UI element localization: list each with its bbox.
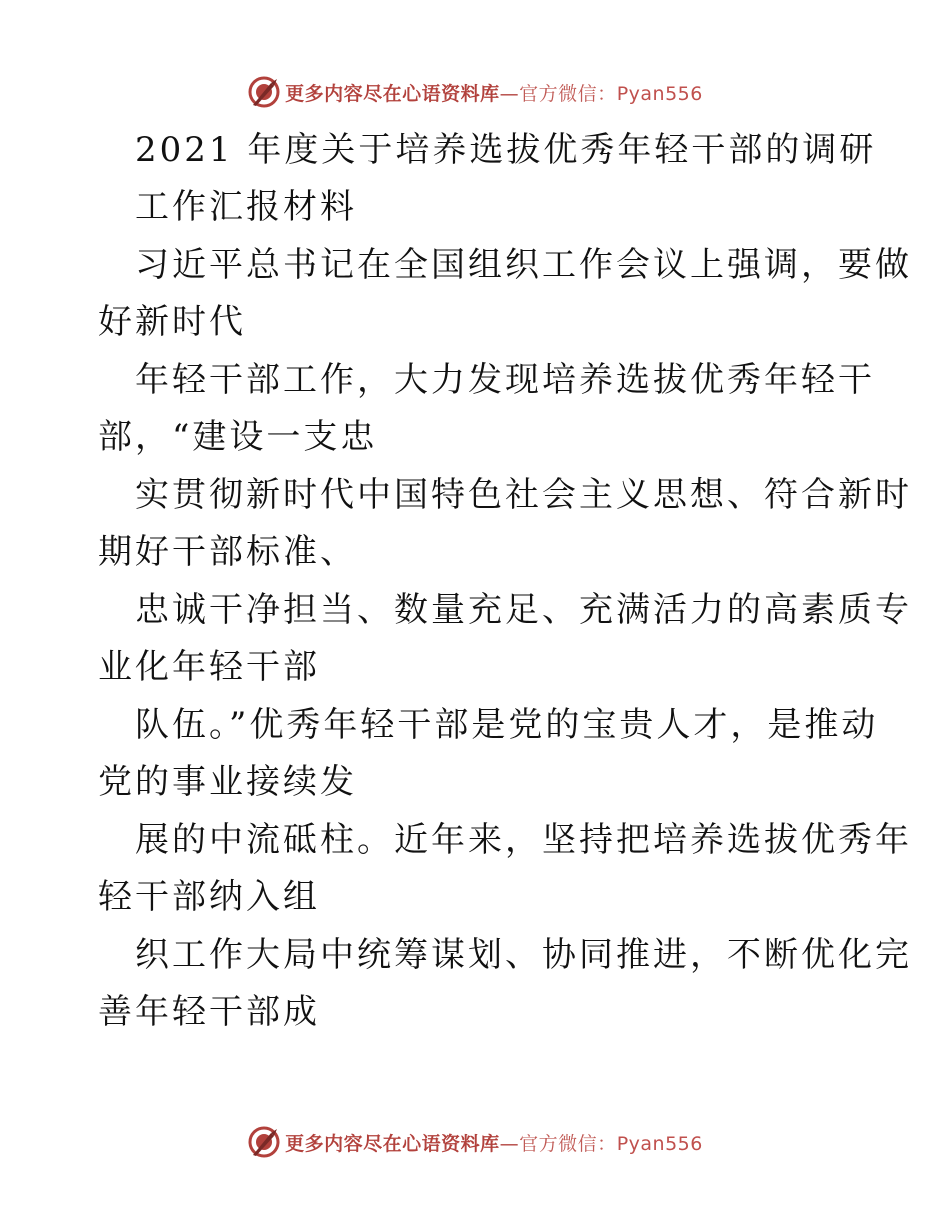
body-line: 部，“建设一支忠 — [98, 417, 378, 457]
quill-seal-icon — [247, 1125, 281, 1159]
header-watermark — [0, 72, 950, 112]
watermark-text — [285, 79, 703, 106]
body-line: 习近平总书记在全国组织工作会议上强调，要做 — [135, 245, 912, 285]
watermark-wechat-id: Pyan556 — [616, 82, 703, 105]
document-title-line-1: 2021 年度关于培养选拔优秀年轻干部的调研 — [135, 130, 877, 170]
watermark-brand: 更多内容尽在心语资料库 — [285, 82, 500, 105]
watermark-wechat-label: 官方微信： — [519, 1132, 617, 1155]
watermark-brand: 更多内容尽在心语资料库 — [285, 1132, 500, 1155]
watermark-wechat-id: Pyan556 — [616, 1132, 703, 1155]
body-line: 展的中流砥柱。近年来，坚持把培养选拔优秀年 — [135, 820, 912, 860]
body-line: 实贯彻新时代中国特色社会主义思想、符合新时 — [135, 475, 912, 515]
body-line: 队伍。”优秀年轻干部是党的宝贵人才，是推动 — [135, 705, 879, 745]
quill-seal-icon — [247, 75, 281, 109]
footer-watermark — [0, 1122, 950, 1162]
watermark-dash: — — [499, 1132, 520, 1155]
body-line: 党的事业接续发 — [98, 762, 357, 802]
watermark-text — [285, 1129, 703, 1156]
body-line: 业化年轻干部 — [98, 647, 320, 687]
body-line: 期好干部标准、 — [98, 532, 357, 572]
body-line: 年轻干部工作，大力发现培养选拔优秀年轻干 — [135, 360, 875, 400]
body-line: 忠诚干净担当、数量充足、充满活力的高素质专 — [135, 590, 912, 630]
document-title-line-2: 工作汇报材料 — [135, 187, 357, 227]
watermark-dash: — — [499, 82, 520, 105]
body-line: 织工作大局中统筹谋划、协同推进，不断优化完 — [135, 935, 912, 975]
watermark-wechat-label: 官方微信： — [519, 82, 617, 105]
body-line: 轻干部纳入组 — [98, 877, 320, 917]
body-line: 善年轻干部成 — [98, 992, 320, 1032]
body-line: 好新时代 — [98, 302, 246, 342]
